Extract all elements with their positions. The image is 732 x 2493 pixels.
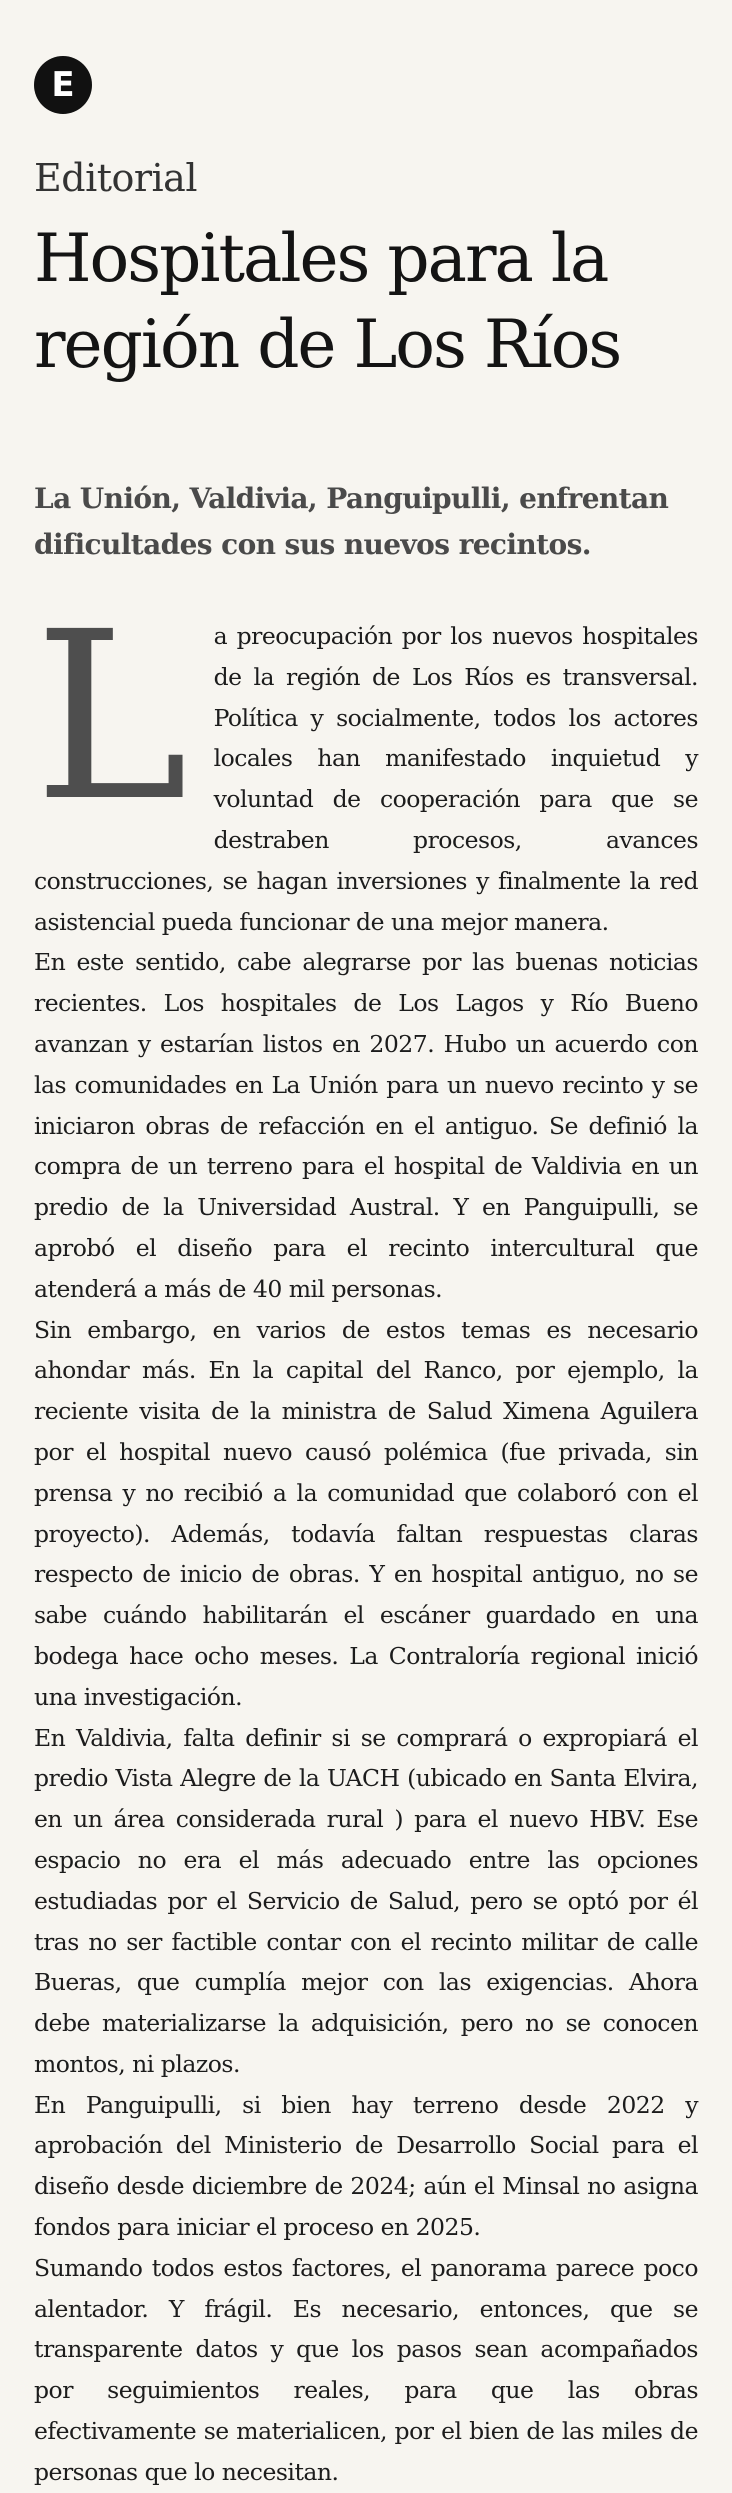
section-label: Editorial (34, 156, 197, 200)
editorial-badge: E (34, 56, 92, 114)
paragraph-1 (34, 582, 698, 942)
paragraph-5: En Panguipulli, si bien hay terreno desde 2022 y aprobación del Ministerio de Desarrollo Social para el diseño desde diciembre de 2024; aún el Minsal no asigna fondos para iniciar el proceso en 2025. (34, 2090, 698, 2242)
paragraph-6: Sumando todos estos factores, el panorama parece poco alentador. Y frágil. Es necesario, entonces, que se transparente datos y que los pasos sean acompañados por seguimientos reales, para que las obras efectivamente se materialicen, por el bien de las miles de personas que lo necesitan. (34, 2253, 698, 2486)
headline: Hospitales para la región de Los Ríos (34, 220, 621, 383)
paragraph-3: Sin embargo, en varios de estos temas es necesario ahondar más. En la capital del Ranco, por ejemplo, la reciente visita de la ministra de Salud Ximena Aguilera por el hospital nuevo causó polémica (fue privada, sin prensa y no recibió a la comunidad que colaboró con el proyecto). Además, todavía faltan respuestas claras respecto de inicio de obras. Y en hospital antiguo, no se sabe cuándo habilitarán el escáner guardado en una bodega hace ocho meses. La Contraloría regional inició una investigación. (34, 1315, 698, 1711)
paragraph-1-text: a preocupación por los nuevos hospitales de la región de Los Ríos es transversal. Política y socialmente, todos los actores locales han manifestado inquietud y voluntad de cooperación para que se destraben procesos, avances construcciones, se hagan inversiones y finalmente la red asistencial pueda funcionar de una mejor manera. (34, 622, 698, 936)
paragraph-2: En este sentido, cabe alegrarse por las buenas noticias recientes. Los hospitales de Los Lagos y Río Bueno avanzan y estarían listos en 2027. Hubo un acuerdo con las comunidades en La Unión para un nuevo recinto y se iniciaron obras de refacción en el antiguo. Se definió la compra de un terreno para el hospital de Valdivia en un predio de la Universidad Austral. Y en Panguipulli, se aprobó el diseño para el recinto intercultural que atenderá a más de 40 mil personas. (34, 948, 698, 1303)
article-body (34, 582, 698, 2493)
paragraph-4: En Valdivia, falta definir si se comprará o expropiará el predio Vista Alegre de la UACH (ubicado en Santa Elvira, en un área considerada rural ) para el nuevo HBV. Ese espacio no era el más adecuado entre las opciones estudiadas por el Servicio de Salud, pero se optó por él tras no ser factible contar con el recinto militar de calle Bueras, que cumplía mejor con las exigencias. Ahora debe materializarse la adquisición, pero no se conocen montos, ni plazos. (34, 1723, 698, 2078)
drop-cap: L (34, 582, 188, 852)
subheadline: La Unión, Valdivia, Panguipulli, enfrentan dificultades con sus nuevos recintos. (34, 482, 669, 561)
